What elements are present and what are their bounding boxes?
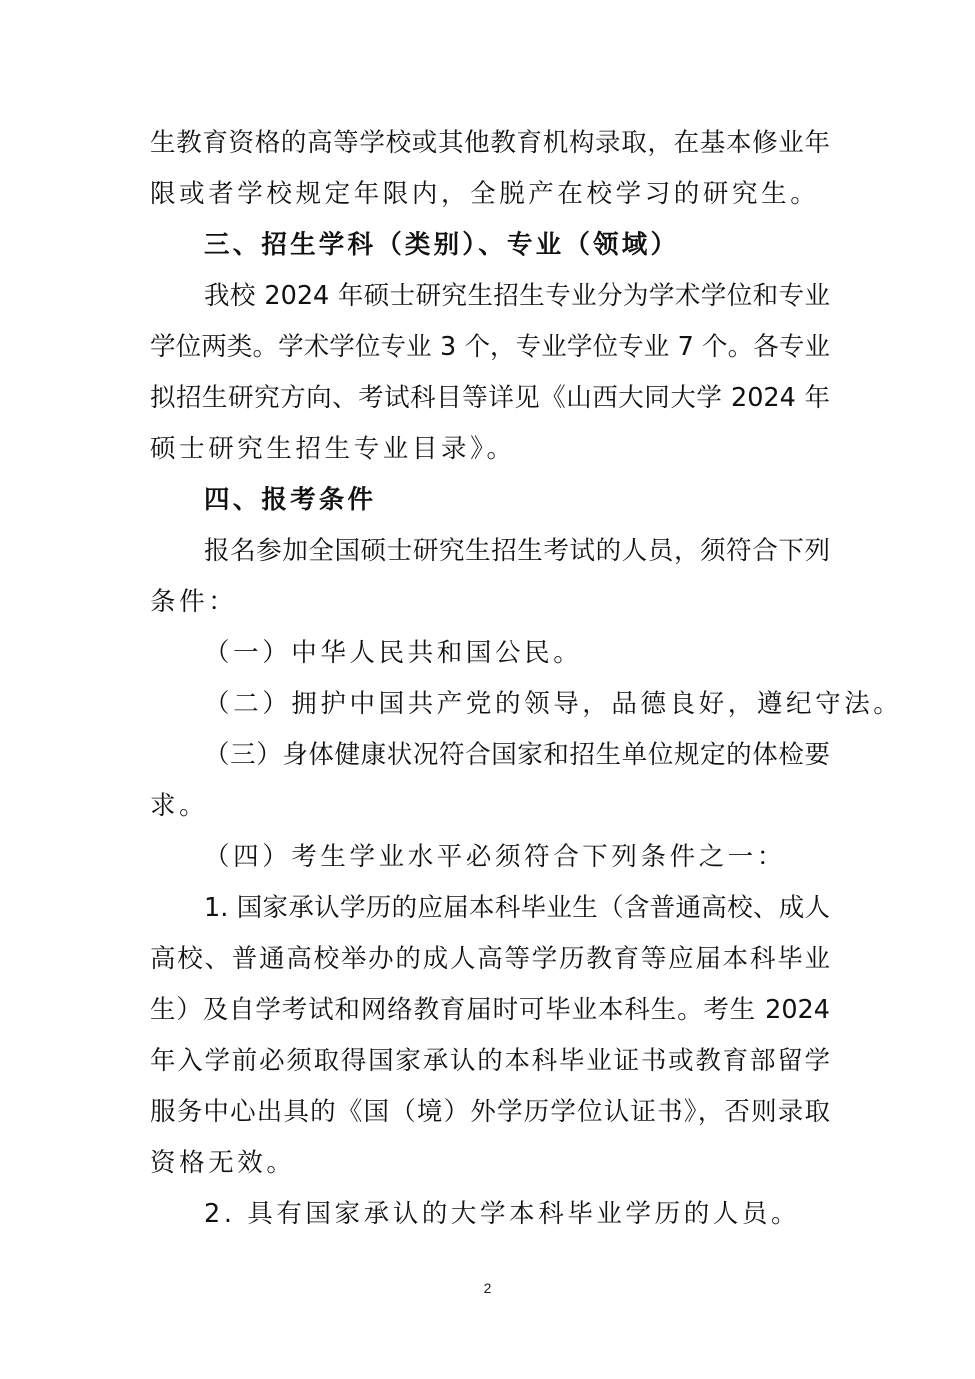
list-item-3: （三）身体健康状况符合国家和招生单位规定的体检要: [204, 740, 830, 770]
list-item-2: （二）拥护中国共产党的领导，品德良好，遵纪守法。: [204, 689, 903, 719]
paragraph-line: 拟招生研究方向、考试科目等详见《山西大同大学 2024 年: [150, 383, 830, 413]
paragraph-line: 我校 2024 年硕士研究生招生专业分为学术学位和专业: [204, 281, 830, 311]
paragraph-line: 服务中心出具的《国（境）外学历学位认证书》，否则录取: [150, 1097, 830, 1127]
numbered-item-2: 2. 具有国家承认的大学本科毕业学历的人员。: [204, 1199, 801, 1229]
list-item-1: （一）中华人民共和国公民。: [204, 638, 583, 668]
paragraph-line: 年入学前必须取得国家承认的本科毕业证书或教育部留学: [150, 1046, 830, 1076]
section-heading-3: 三、招生学科（类别）、专业（领域）: [204, 230, 680, 260]
paragraph-line: 硕士研究生招生专业目录》。: [150, 434, 516, 464]
paragraph-line: 资格无效。: [150, 1148, 296, 1178]
paragraph-line: 条件：: [150, 587, 238, 617]
page-number: 2: [483, 1280, 492, 1296]
paragraph-line: 求。: [150, 791, 209, 821]
paragraph-line: 生）及自学考试和网络教育届时可毕业本科生。考生 2024: [150, 995, 830, 1025]
paragraph-line: 学位两类。学术学位专业 3 个，专业学位专业 7 个。各专业: [150, 332, 830, 362]
paragraph-line: 报名参加全国硕士研究生招生考试的人员，须符合下列: [204, 536, 830, 566]
numbered-item-1: 1. 国家承认学历的应届本科毕业生（含普通高校、成人: [204, 893, 830, 923]
section-heading-4: 四、报考条件: [204, 485, 377, 515]
paragraph-line: 高校、普通高校举办的成人高等学历教育等应届本科毕业: [150, 944, 830, 974]
paragraph-line: 生教育资格的高等学校或其他教育机构录取，在基本修业年: [150, 128, 830, 158]
document-body: [150, 118, 903, 1240]
list-item-4: （四）考生学业水平必须符合下列条件之一：: [204, 842, 787, 872]
paragraph-line: 限或者学校规定年限内，全脱产在校学习的研究生。: [150, 179, 820, 209]
